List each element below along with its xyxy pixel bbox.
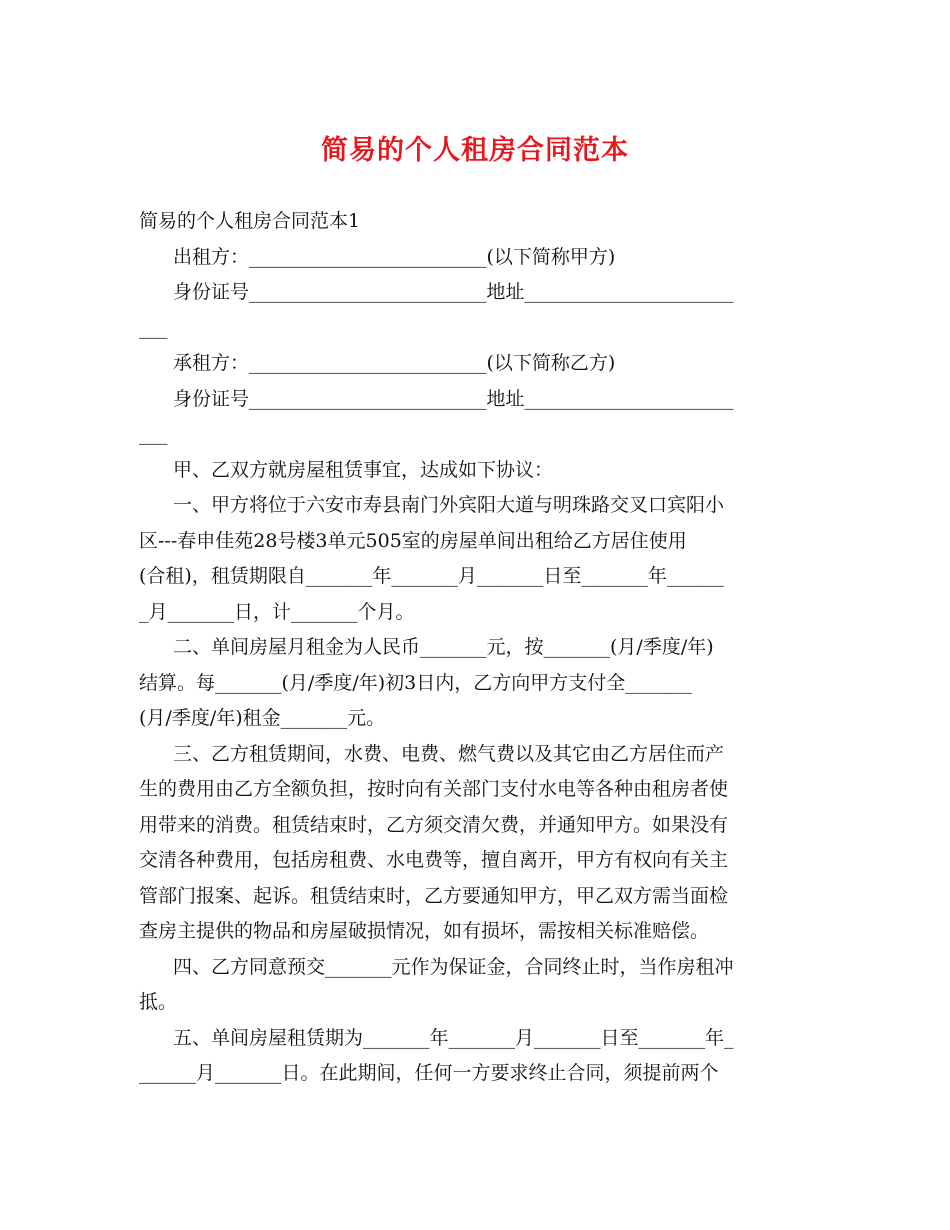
clause-3-line-4: 交清各种费用，包括房租费、水电费等，擅自离开，甲方有权向有关主 xyxy=(139,849,729,871)
lessee-line: 承租方：_________________________(以下简称乙方) xyxy=(173,352,616,374)
lessor-id-address-line: 身份证号_________________________地址______________________ xyxy=(173,281,734,303)
clause-4-line-2: 抵。 xyxy=(139,991,178,1013)
clause-3-line-2: 生的费用由乙方全额负担，按时向有关部门支付水电等各种由租房者使 xyxy=(139,778,729,800)
clause-5-line-2: ______月_______日。在此期间，任何一方要求终止合同，须提前两个 xyxy=(139,1062,719,1084)
clause-4-line-1: 四、乙方同意预交_______元作为保证金，合同终止时，当作房租冲 xyxy=(173,955,734,978)
clause-2-line-2: 结算。每_______(月/季度/年)初3日内，乙方向甲方支付全_______ xyxy=(139,671,692,694)
clause-3-line-3: 用带来的消费。租赁结束时，乙方须交清欠费，并通知甲方。如果没有 xyxy=(139,813,729,836)
lessee-id-address-line: 身份证号_________________________地址______________________ xyxy=(173,387,734,410)
contract-heading: 简易的个人租房合同范本1 xyxy=(139,210,361,232)
clause-5-line-1: 五、单间房屋租赁期为_______年_______月_______日至_______年_ xyxy=(173,1026,734,1049)
clause-2-line-1: 二、单间房屋月租金为人民币_______元，按_______(月/季度/年) xyxy=(173,636,714,658)
lessor-address-continuation: ___ xyxy=(139,316,168,339)
clause-1-line-2: 区---春申佳苑28号楼3单元505室的房屋单间出租给乙方居住使用 xyxy=(139,529,687,552)
clause-3-line-5: 管部门报案、起诉。租赁结束时，乙方要通知甲方，甲乙双方需当面检 xyxy=(139,884,729,907)
clause-1-line-3: (合租)，租赁期限自_______年_______月_______日至_______年______ xyxy=(139,565,724,587)
clause-3-line-6: 查房主提供的物品和房屋破损情况，如有损坏，需按相关标准赔偿。 xyxy=(139,920,710,942)
agreement-intro: 甲、乙双方就房屋租赁事宜，达成如下协议： xyxy=(173,458,554,481)
clause-3-line-1: 三、乙方租赁期间，水费、电费、燃气费以及其它由乙方居住而产 xyxy=(173,742,725,765)
clause-1-line-4: _月_______日，计_______个月。 xyxy=(139,600,415,623)
lessee-address-continuation: ___ xyxy=(139,423,168,445)
lessor-line: 出租方：_________________________(以下简称甲方) xyxy=(173,245,616,268)
document-title: 简易的个人租房合同范本 xyxy=(321,135,629,166)
clause-1-line-1: 一、甲方将位于六安市寿县南门外宾阳大道与明珠路交叉口宾阳小 xyxy=(173,494,725,516)
document-body xyxy=(139,204,819,1092)
clause-2-line-3: (月/季度/年)租金_______元。 xyxy=(139,707,386,729)
